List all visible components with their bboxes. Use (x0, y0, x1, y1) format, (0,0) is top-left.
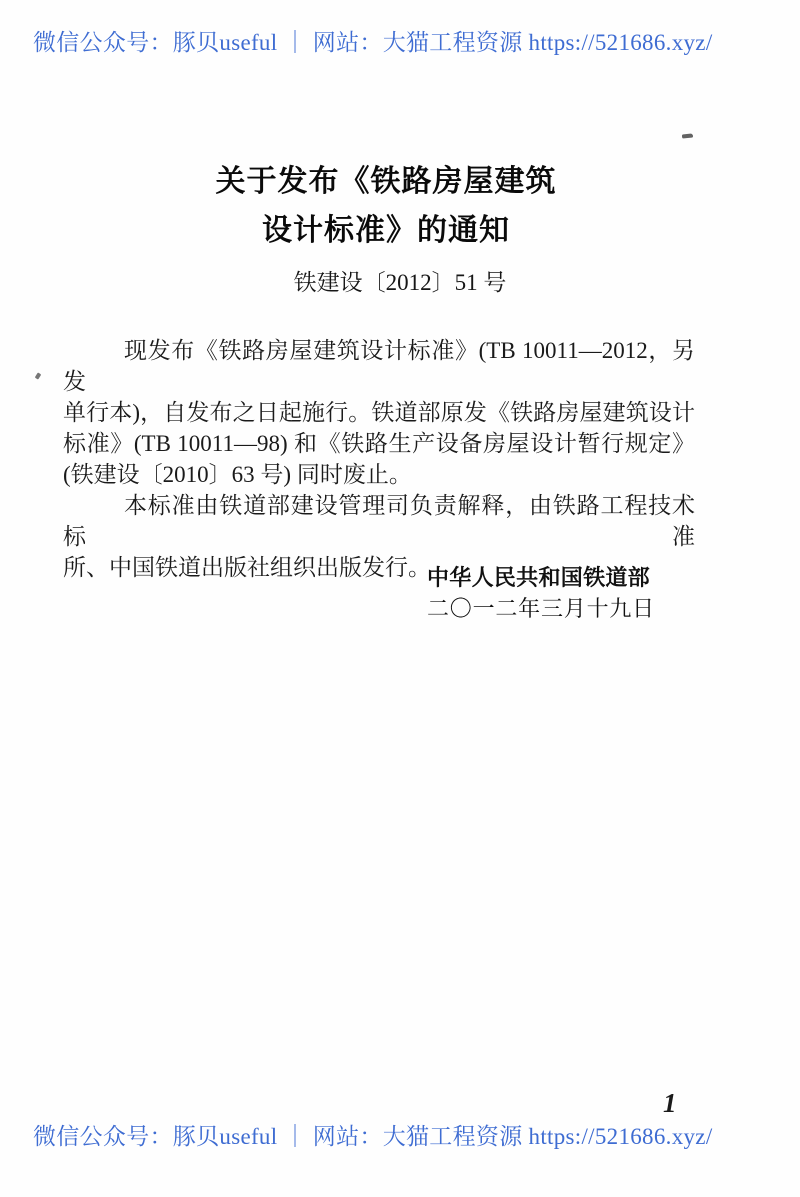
scan-speck-artifact (35, 372, 42, 379)
body-line: 所、中国铁道出版社组织出版发行。 (63, 555, 431, 580)
signature-block (427, 564, 655, 624)
body-line: (铁建设〔2010〕63 号) 同时废止。 (63, 462, 412, 487)
watermark-top: 微信公众号：豚贝useful ｜ 网站：大猫工程资源 https://521686.xyz/ (33, 30, 713, 55)
document-number: 铁建设〔2012〕51 号 (293, 270, 507, 295)
page-number: 1 (663, 1088, 677, 1118)
scan-smudge-artifact (682, 133, 693, 138)
issue-date: 二〇一二年三月十九日 (426, 596, 655, 621)
notice-body (63, 335, 695, 583)
body-line: 现发布《铁路房屋建筑设计标准》(TB 10011—2012，另发 (63, 338, 695, 394)
watermark-bottom: 微信公众号：豚贝useful ｜ 网站：大猫工程资源 https://521686.xyz/ (33, 1124, 713, 1149)
body-line: 单行本)，自发布之日起施行。铁道部原发《铁路房屋建筑设计 (63, 400, 695, 425)
notice-title-line-2: 设计标准》的通知 (262, 213, 510, 248)
body-line: 标准》(TB 10011—98) 和《铁路生产设备房屋设计暂行规定》 (63, 431, 695, 456)
issuing-authority: 中华人民共和国铁道部 (426, 566, 650, 591)
body-line: 本标准由铁道部建设管理司负责解释，由铁路工程技术标准 (63, 493, 695, 549)
notice-title (0, 157, 786, 255)
notice-title-line-1: 关于发布《铁路房屋建筑 (215, 164, 557, 199)
